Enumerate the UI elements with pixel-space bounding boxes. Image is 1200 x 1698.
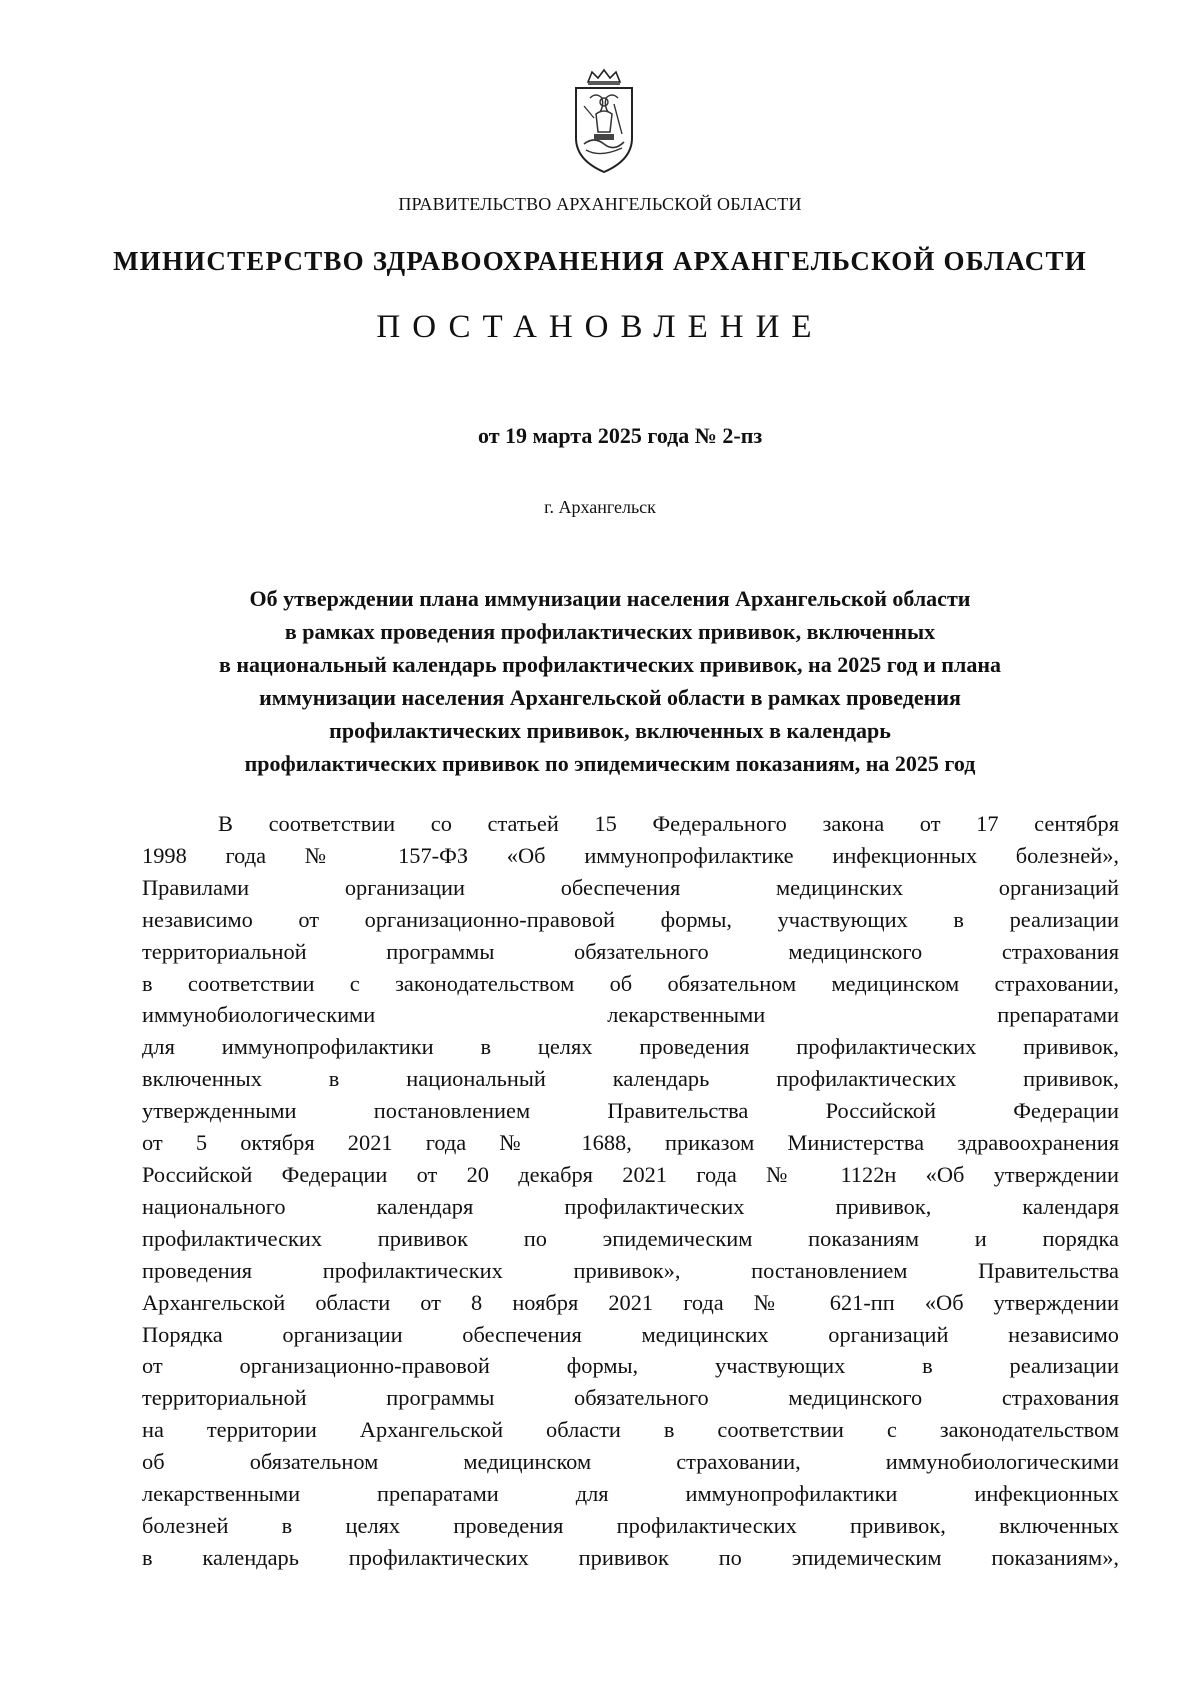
body-line: от 5 октября 2021 года № 1688, приказом Министерства здравоохранения <box>142 1130 1119 1156</box>
title-line: профилактических прививок, включенных в календарь <box>329 718 891 743</box>
title-line: Об утверждении плана иммунизации населения Архангельской области <box>249 586 971 611</box>
body-line: для иммунопрофилактики в целях проведения профилактических прививок, <box>142 1034 1119 1060</box>
body-line: в соответствии с законодательством об обязательном медицинском страховании, <box>142 970 1119 996</box>
title-line: профилактических прививок по эпидемическим показаниям, на 2025 год <box>244 751 976 776</box>
city-name: г. Архангельск <box>544 497 656 517</box>
body-line: территориальной программы обязательного медицинского страхования <box>142 938 1119 964</box>
body-line: на территории Архангельской области в соответствии с законодательством <box>142 1417 1119 1443</box>
body-line: территориальной программы обязательного медицинского страхования <box>142 1385 1119 1411</box>
body-line: лекарственными препаратами для иммунопрофилактики инфекционных <box>142 1481 1119 1507</box>
body-line: профилактических прививок по эпидемическим показаниям и порядка <box>142 1225 1119 1251</box>
body-line: Архангельской области от 8 ноября 2021 года № 621-пп «Об утверждении <box>142 1289 1119 1315</box>
body-line: об обязательном медицинском страховании, иммунобиологическими <box>142 1449 1119 1475</box>
decree-title <box>150 582 1070 780</box>
body-line: Правилами организации обеспечения медицинских организаций <box>142 874 1119 900</box>
body-line: В соответствии со статьей 15 Федерального закона от 17 сентября <box>218 811 1119 836</box>
body-line: иммунобиологическими лекарственными препаратами <box>142 1002 1119 1028</box>
body-line: включенных в национальный календарь профилактических прививок, <box>142 1066 1119 1092</box>
body-line: Порядка организации обеспечения медицинских организаций независимо <box>142 1321 1119 1347</box>
government-name: ПРАВИТЕЛЬСТВО АРХАНГЕЛЬСКОЙ ОБЛАСТИ <box>398 194 802 214</box>
title-line: иммунизации населения Архангельской области в рамках проведения <box>259 685 961 710</box>
ministry-name: МИНИСТЕРСТВО ЗДРАВООХРАНЕНИЯ АРХАНГЕЛЬСКОЙ ОБЛАСТИ <box>113 246 1087 276</box>
body-line: от организационно-правовой формы, участвующих в реализации <box>142 1353 1119 1379</box>
body-line: независимо от организационно-правовой формы, участвующих в реализации <box>142 906 1119 932</box>
body-line: болезней в целях проведения профилактических прививок, включенных <box>142 1512 1119 1538</box>
body-line: Российской Федерации от 20 декабря 2021 года № 1122н «Об утверждении <box>142 1161 1119 1187</box>
title-line: в рамках проведения профилактических прививок, включенных <box>284 619 936 644</box>
body-line: утвержденными постановлением Правительства Российской Федерации <box>142 1098 1119 1124</box>
decree-date-number: от 19 марта 2025 года № 2-пз <box>478 423 763 448</box>
body-line: национального календаря профилактических прививок, календаря <box>142 1193 1119 1219</box>
title-line: в национальный календарь профилактических прививок, на 2025 год и плана <box>219 652 1001 677</box>
document-type-heading: ПОСТАНОВЛЕНИЕ <box>376 309 824 345</box>
body-line: в календарь профилактических прививок по эпидемическим показаниям», <box>142 1544 1119 1570</box>
body-line: 1998 года № 157-ФЗ «Об иммунопрофилактике инфекционных болезней», <box>142 842 1119 868</box>
body-line: проведения профилактических прививок», постановлением Правительства <box>142 1257 1119 1283</box>
body-paragraph <box>142 808 1119 1574</box>
coat-of-arms-icon <box>570 68 638 176</box>
